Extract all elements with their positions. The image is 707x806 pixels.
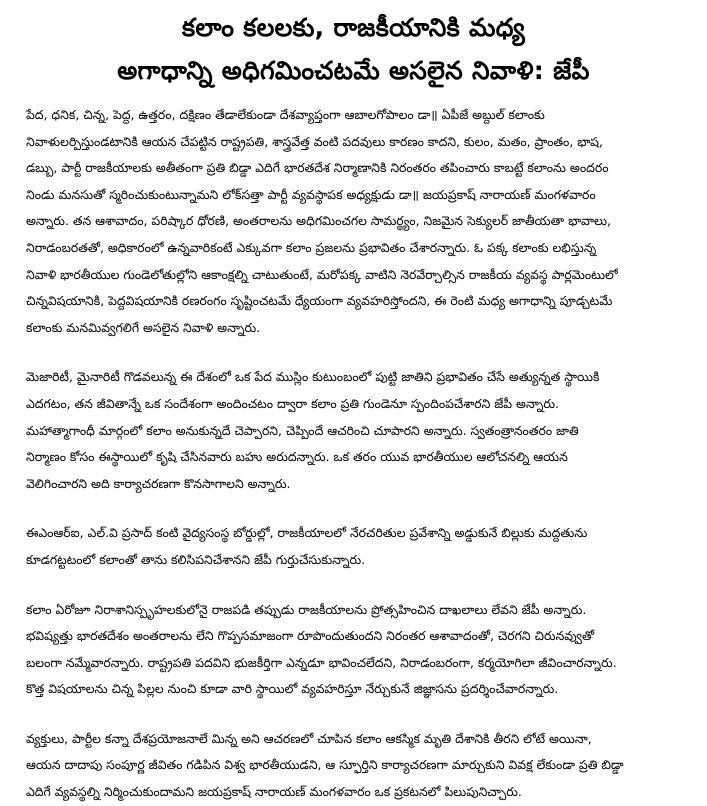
headline-line-1: కలాం కలలకు, రాజకీయానికి మధ్య — [182, 13, 525, 42]
text-line: కలాం ఏరోజూ నిరాశానిస్పృహలకులోనై రాజపడి తప్పుడు రాజకీయాలను ప్రోత్సహించిన దాఖలాలు లేవని జేపీ అన్నారు. — [26, 601, 587, 617]
paragraph-5 — [26, 726, 681, 806]
headline-line-2: అగాధాన్ని అధిగమించటమే అసలైన నివాళి: జేపీ — [117, 56, 590, 85]
text-line: మహాత్మాగాంధీ మార్గంలో కలాం అనుకున్నదే చెప్పారని, చెప్పిందే ఆచరించి చూపారని అన్నారు. స్వతంత్రానంతరం జాతి — [26, 422, 579, 438]
text-line: నివాళులర్పిస్తుండటానికి ఆయన చేపట్టిన రాష్ట్రపతి, శాస్త్రవేత్త వంటి పదవులు కారణం కాదని, కులం, మతం, ప్రాంతం, భాష, — [26, 133, 603, 149]
text-line: ఎదిగే వ్యవస్థల్ని నిర్మించుకుందామని జయప్రకాష్ నారాయణ్ మంగళవారం ఒక ప్రకటనలో పిలుపునిచ్చారు. — [26, 784, 522, 800]
text-line: కూడగట్టటంలో కలాంతో తాను కలిసిపనిచేశానని జేపీ గుర్తుచేసుకున్నారు. — [26, 551, 366, 567]
text-line: ఆయన దాదాపు సంపూర్ణ జీవితం గడిపిన విశ్వ భారతీయుడని, ఆ స్ఫూర్తిని కార్యాచరణగా మార్చుకుని వివక్ష లేకుండా ప్రతి బిడ్డా — [26, 757, 624, 773]
text-line: కొత్త విషయాలను చిన్న పిల్లల నుంచి కూడా వారి స్థాయిలో వ్యవహరిస్తూ నేర్చుకునే జిజ్ఞాసను ప్రదర్శించేవారన్నారు. — [26, 681, 559, 697]
text-line: వ్యక్తులు, పార్టీల కన్నా దేశప్రయోజనాలే మిన్న అని ఆచరణలో చూపిన కలాం ఆకస్మిక మృతి దేశానికి తీరని లోటే అయినా, — [26, 730, 592, 746]
text-line: భవిష్యత్తు భారతదేశం అంతరాలను లేని గొప్పసమాజంగా రూపొందుతుందని నిరంతర ఆశావాదంతో, చెరగని చిరునవ్వుతో — [26, 628, 595, 644]
text-line: కలాంకు మనమివ్వగలిగే అసలైన నివాళి అన్నారు. — [26, 319, 261, 335]
text-line: డబ్బు, పార్టీ రాజకీయాలకు అతీతంగా ప్రతి బిడ్డా ఎదిగే భారతదేశ నిర్మాణానికి నిరంతరం తపించారు కాబట్టే కలాంను అందరం — [26, 160, 609, 176]
paragraph-1 — [26, 102, 681, 341]
paragraph-4 — [26, 597, 681, 703]
text-line: చిన్నవిషయానికి, పెద్దవిషయానికి రణరంగం సృష్టించటమే ధ్యేయంగా వ్యవహరిస్తోందని, ఈ రెంటి మధ్య అగాధాన్ని పూడ్చటమే — [26, 293, 613, 309]
text-line: నివాళి భారతీయుల గుండెలోతుల్లోని ఆకాంక్షల్ని చాటుతుంటే, మరోపక్క వాటిని నెరవేర్చాల్సిన రాజకీయ వ్యవస్థ పార్లమెంటులో — [26, 266, 618, 282]
text-line: అన్నారు. తన ఆశావాదం, పరిష్కార ధోరణి, అంతరాలను అధిగమించగల సామర్థ్యం, నిజమైన సెక్యులర్ జాతీయతా భావాలు, — [26, 213, 611, 229]
text-line: పేద, ధనిక, చిన్న, పెద్ద, ఉత్తరం, దక్షిణం తేడాలేకుండా దేశవ్యాప్తంగా ఆబాలగోపాలం డా॥ ఏపీజే అబ్దుల్ కలాంకు — [26, 107, 545, 122]
paragraph-3 — [26, 520, 681, 573]
paragraph-2 — [26, 364, 681, 497]
text-line: మెజారిటీ, మైనారిటీ గొడవలున్న ఈ దేశంలో ఒక పేద ముస్లిం కుటుంబంలో పుట్టి జాతిని ప్రభావితం చేసే అత్యున్నత స్థాయికి — [26, 369, 600, 385]
article-body — [26, 102, 681, 806]
text-line: ఎదగటం, తన జీవితాన్నే ఒక సందేశంగా అందించటం ద్వారా కలాం ప్రతి గుండెనూ స్పందింపచేశారని జేపీ అన్నారు. — [26, 395, 559, 411]
text-line: నిర్మాణం కోసం ఈస్థాయిలో కృషి చేసినవారు బహు అరుదన్నారు. ఒక తరం యువ భారతీయుల ఆలోచనల్ని ఆయన — [26, 449, 568, 465]
headline — [26, 6, 681, 92]
text-line: వెలిగించారని అది కార్యాచరణగా కొనసాగాలని అన్నారు. — [26, 475, 291, 491]
text-line: నిరాడంబరతతో, అధికారంలో ఉన్నవారికంటే ఎక్కువగా కలాం ప్రజలను ప్రభావితం చేశారన్నారు. ఓ పక్క కలాంకు లభిస్తున్న — [26, 239, 597, 255]
text-line: బలంగా నమ్మేవారన్నారు. రాష్ట్రపతి పదవిని భుజకీర్తిగా ఎన్నడూ భావించలేదని, నిరాడంబరంగా, కర్మయోగిలా జీవించారన్నారు. — [26, 654, 617, 670]
text-line: ఈఎంఆర్‌ఐ, ఎల్.వి ప్రసాద్ కంటి వైద్యసంస్థ బోర్డుల్లో, రాజకీయాలలో నేరచరితుల ప్రవేశాన్ని అడ్డుకునే బిల్లుకు మద్దతును — [26, 525, 588, 541]
text-line: నిండు మనసుతో స్మరించుకుంటున్నామని లోక్‌సత్తా పార్టీ వ్యవస్థాపక అధ్యక్షుడు డా॥ జయప్రకాష్ నారాయణ్ మంగళవారం — [26, 186, 596, 202]
